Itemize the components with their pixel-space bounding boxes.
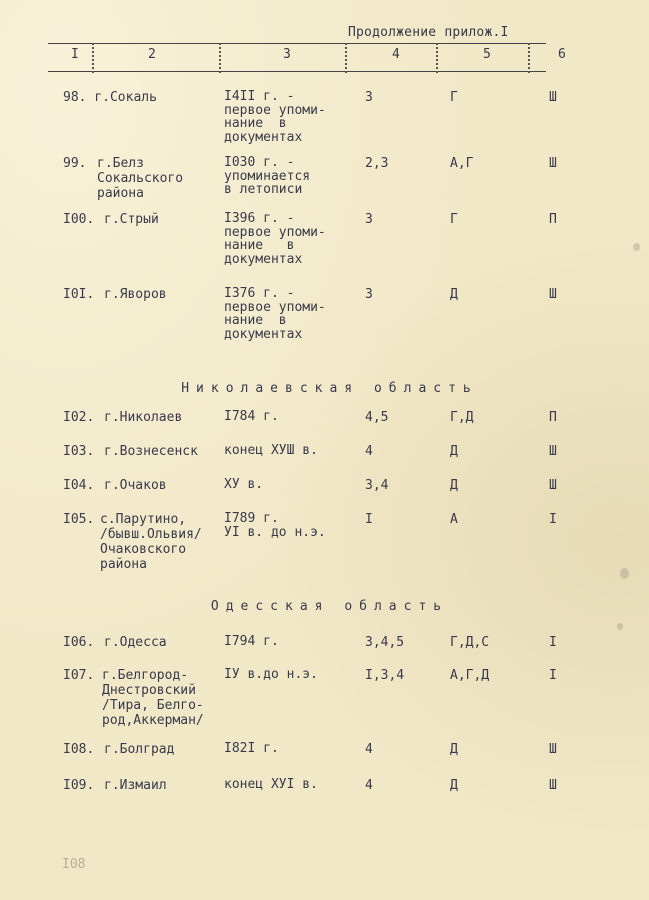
column-header-3: 3 xyxy=(283,47,291,62)
row-place: с.Парутино, /бывш.Ольвия/ Очаковского района xyxy=(100,512,202,572)
row-place: г.Вознесенск xyxy=(104,444,198,459)
row-date: I4II г. - первое упоми- нание в документах xyxy=(224,89,326,145)
row-col4: 4 xyxy=(365,444,373,459)
header-bottom-rule xyxy=(48,71,546,72)
row-number-and-place: 98. г.Сокаль xyxy=(63,90,157,105)
row-number: I08. xyxy=(63,742,95,757)
column-separator xyxy=(436,43,438,73)
row-col6: Ш xyxy=(549,156,557,171)
row-col5: Г,Д xyxy=(450,410,474,425)
row-col5: Г xyxy=(450,90,458,105)
column-header-1: I xyxy=(71,47,79,62)
paper-stain xyxy=(633,243,640,251)
column-header-2: 2 xyxy=(148,47,156,62)
column-header-5: 5 xyxy=(483,47,491,62)
row-col6: П xyxy=(549,410,557,425)
row-number: I06. xyxy=(63,635,95,650)
row-col4: 3,4,5 xyxy=(365,635,405,650)
row-place: г.Белгород- Днестровский /Тира, Белго- род,Аккерман/ xyxy=(102,668,204,728)
column-separator xyxy=(219,43,221,73)
row-col4: I xyxy=(365,512,373,527)
row-col5: Д xyxy=(450,444,458,459)
row-col6: I xyxy=(549,668,557,683)
row-col4: 3,4 xyxy=(365,478,389,493)
row-col5: А,Г xyxy=(450,156,474,171)
row-number: I03. xyxy=(63,444,95,459)
row-col4: 2,3 xyxy=(365,156,389,171)
row-col5: Д xyxy=(450,478,458,493)
row-col6: I xyxy=(549,635,557,650)
row-col4: 3 xyxy=(365,287,373,302)
row-col5: А xyxy=(450,512,458,527)
row-place: г.Белз Сокальского района xyxy=(97,156,184,201)
row-date: I784 г. xyxy=(224,409,279,424)
row-col4: 3 xyxy=(365,212,373,227)
row-date: конец ХУШ в. xyxy=(224,443,318,458)
column-header-4: 4 xyxy=(392,47,400,62)
row-number: I04. xyxy=(63,478,95,493)
row-place: г.Измаил xyxy=(104,778,167,793)
row-col5: Г,Д,С xyxy=(450,635,490,650)
region-heading: Николаевская область xyxy=(181,381,478,396)
row-place: г.Очаков xyxy=(104,478,167,493)
row-col4: 3 xyxy=(365,90,373,105)
row-col4: I,3,4 xyxy=(365,668,405,683)
row-number: I0I. xyxy=(63,287,95,302)
row-place: г.Николаев xyxy=(104,410,183,425)
row-col6: П xyxy=(549,212,557,227)
continuation-title: Продолжение прилож.I xyxy=(348,25,509,40)
row-number: I05. xyxy=(63,512,95,527)
row-date: ХУ в. xyxy=(224,477,264,492)
column-header-6: 6 xyxy=(558,47,566,62)
row-date: I376 г. - первое упоми- нание в документах xyxy=(224,286,326,342)
row-col6: Ш xyxy=(549,778,557,793)
region-heading: Одесская область xyxy=(210,599,449,614)
column-separator xyxy=(92,43,94,73)
row-col6: Ш xyxy=(549,444,557,459)
row-place: г.Одесса xyxy=(104,635,167,650)
row-place: г.Яворов xyxy=(104,287,167,302)
row-place: г.Стрый xyxy=(104,212,159,227)
row-number: 99. xyxy=(63,156,87,171)
row-col6: Ш xyxy=(549,742,557,757)
row-col6: Ш xyxy=(549,287,557,302)
header-top-rule xyxy=(48,43,546,44)
paper-stain xyxy=(620,568,629,579)
row-col5: А,Г,Д xyxy=(450,668,490,683)
column-separator xyxy=(528,43,530,73)
row-place: г.Болград xyxy=(104,742,175,757)
row-date: конец ХУI в. xyxy=(224,777,318,792)
row-col5: Г xyxy=(450,212,458,227)
row-col4: 4 xyxy=(365,742,373,757)
row-number: I02. xyxy=(63,410,95,425)
row-col6: Ш xyxy=(549,478,557,493)
row-date: I794 г. xyxy=(224,634,279,649)
row-number: I07. xyxy=(63,668,95,683)
row-date: I396 г. - первое упоми- нание в документах xyxy=(224,211,326,267)
row-col6: Ш xyxy=(549,90,557,105)
row-date: IУ в.до н.э. xyxy=(224,667,318,682)
row-col5: Д xyxy=(450,778,458,793)
row-col5: Д xyxy=(450,742,458,757)
page-number: I08 xyxy=(62,857,86,872)
row-col6: I xyxy=(549,512,557,527)
row-col5: Д xyxy=(450,287,458,302)
row-col4: 4,5 xyxy=(365,410,389,425)
row-date: I030 г. - упоминается в летописи xyxy=(224,155,311,197)
row-number: I00. xyxy=(63,212,95,227)
column-separator xyxy=(345,43,347,73)
row-date: I789 г. УI в. до н.э. xyxy=(224,511,326,540)
paper-stain xyxy=(617,623,623,630)
row-date: I82I г. xyxy=(224,741,279,756)
row-col4: 4 xyxy=(365,778,373,793)
row-number: I09. xyxy=(63,778,95,793)
